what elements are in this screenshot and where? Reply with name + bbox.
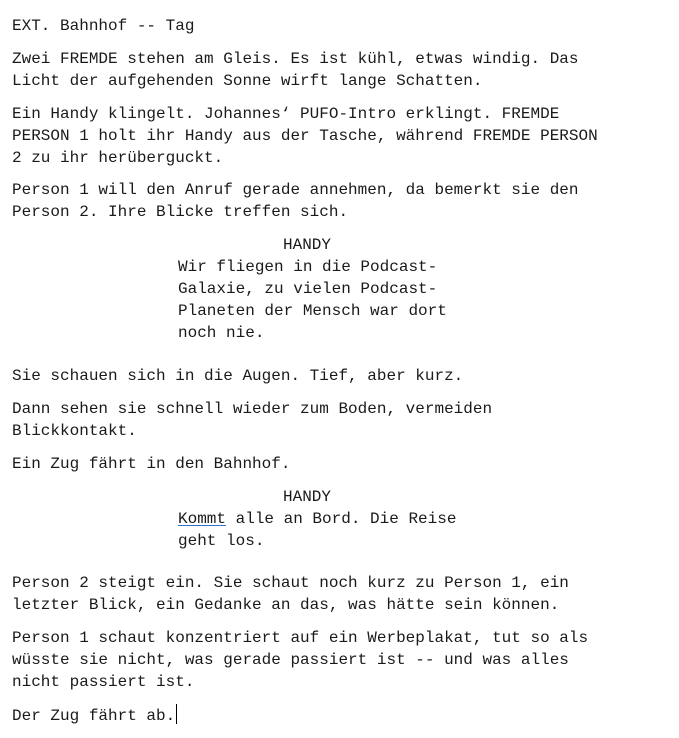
action-line: Blickkontakt. <box>12 422 137 440</box>
action-line: Person 2. Ihre Blicke treffen sich. <box>12 203 349 221</box>
text-cursor <box>176 704 177 724</box>
dialogue-line: Planeten der Mensch war dort <box>178 302 447 320</box>
action-line: Person 1 will den Anruf gerade annehmen, da bemerkt sie den <box>12 181 579 199</box>
action-line: Ein Zug fährt in den Bahnhof. <box>12 455 291 473</box>
dialogue-line: Wir fliegen in die Podcast- <box>178 258 438 276</box>
dialogue-line <box>178 508 456 530</box>
action-line: Ein Handy klingelt. Johannes‘ PUFO-Intro erklingt. FREMDE <box>12 105 560 123</box>
character-name: HANDY <box>283 488 332 506</box>
action-line: Dann sehen sie schnell wieder zum Boden, vermeiden <box>12 400 493 418</box>
action-line: Zwei FREMDE stehen am Gleis. Es ist kühl, etwas windig. Das <box>12 50 579 68</box>
scene-heading: EXT. Bahnhof -- Tag <box>12 17 195 35</box>
dialogue-line: geht los. <box>178 532 265 550</box>
action-text: Der Zug fährt ab. <box>12 707 176 725</box>
action-line: PERSON 1 holt ihr Handy aus der Tasche, während FREMDE PERSON <box>12 127 598 145</box>
action-line[interactable] <box>12 704 177 727</box>
spellcheck-marked-word[interactable]: Kommt <box>178 510 227 528</box>
action-line: Licht der aufgehenden Sonne wirft lange Schatten. <box>12 72 483 90</box>
action-line: Sie schauen sich in die Augen. Tief, aber kurz. <box>12 367 464 385</box>
action-line: nicht passiert ist. <box>12 673 195 691</box>
action-line: Person 1 schaut konzentriert auf ein Werbeplakat, tut so als <box>12 629 589 647</box>
character-name: HANDY <box>283 236 332 254</box>
action-line: 2 zu ihr herüberguckt. <box>12 149 224 167</box>
dialogue-text: alle an Bord. Die Reise <box>226 510 457 528</box>
dialogue-line: Galaxie, zu vielen Podcast- <box>178 280 438 298</box>
action-line: wüsste sie nicht, was gerade passiert ist -- und was alles <box>12 651 569 669</box>
action-line: letzter Blick, ein Gedanke an das, was hätte sein können. <box>12 596 560 614</box>
action-line: Person 2 steigt ein. Sie schaut noch kurz zu Person 1, ein <box>12 574 569 592</box>
dialogue-line: noch nie. <box>178 324 265 342</box>
